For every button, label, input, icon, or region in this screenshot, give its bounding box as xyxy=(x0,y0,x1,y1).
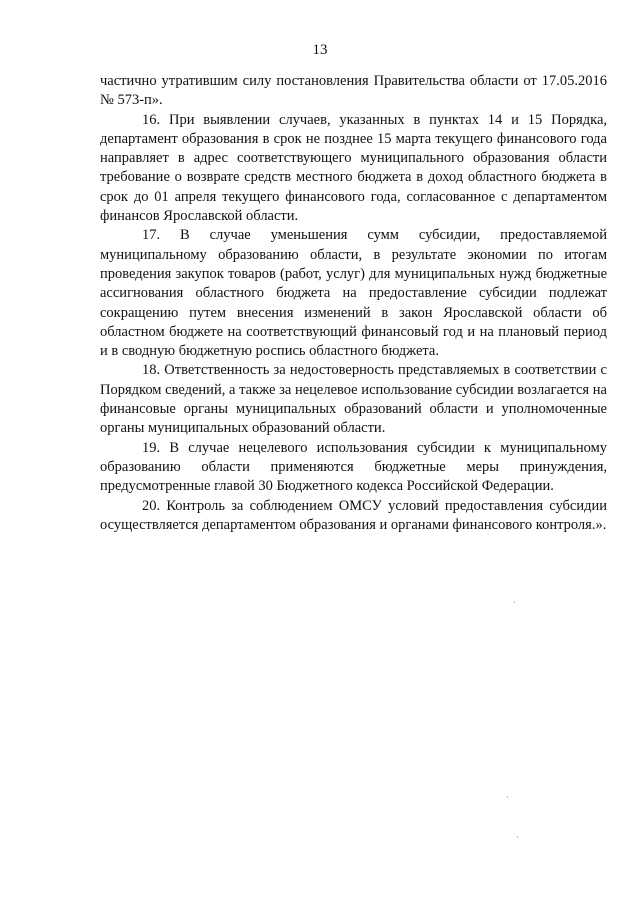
document-body xyxy=(100,72,607,535)
paragraph-continuation: частично утратившим силу постановления Правительства области от 17.05.2016 № 573-п». xyxy=(100,73,607,109)
scan-speck xyxy=(507,796,508,798)
paragraph-20: 20. Контроль за соблюдением ОМСУ условий предоставления субсидии осуществляется департаментом образования и органами финансового контроля.». xyxy=(100,497,607,533)
page-number: 13 xyxy=(312,42,328,58)
paragraph-16: 16. При выявлении случаев, указанных в пунктах 14 и 15 Порядка, департамент образования в срок не позднее 15 марта текущего финансового года направляет в адрес соответствующего муниципального образования области требование о возврате средств местного бюджета в доход областного бюджета в срок до 01 апреля текущего финансового года, согласованное с департаментом финансов Ярославской области. xyxy=(100,111,607,225)
scan-speck xyxy=(517,836,518,838)
scan-speck xyxy=(514,601,515,603)
paragraph-19: 19. В случае нецелевого использования субсидии к муниципальному образованию области применяются бюджетные меры принуждения, предусмотренные главой 30 Бюджетного кодекса Российской Федерации. xyxy=(100,439,607,495)
paragraph-17: 17. В случае уменьшения сумм субсидии, предоставляемой муниципальному образованию области, в результате экономии по итогам проведения закупок товаров (работ, услуг) для муниципальных нужд бюджетные ассигнования областного бюджета на предоставление субсидии подлежат сокращению путем внесения изменений в закон Ярославской области об областном бюджете на соответствующий финансовый год и на плановый период и в сводную бюджетную роспись областного бюджета. xyxy=(100,227,607,360)
paragraph-18: 18. Ответственность за недостоверность представляемых в соответствии с Порядком сведений, а также за нецелевое использование субсидии возлагается на финансовые органы муниципальных образований области и уполномоченные органы муниципальных образований области. xyxy=(100,362,607,437)
